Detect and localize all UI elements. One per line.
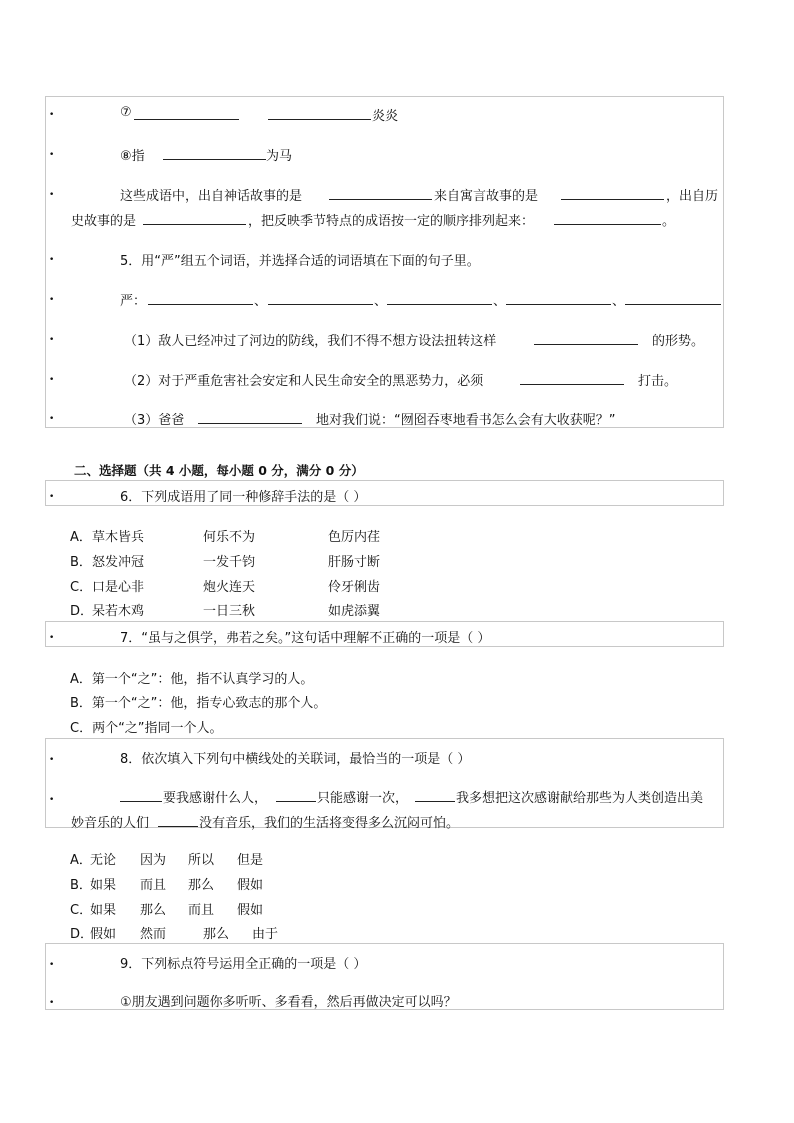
option-word: 因为 bbox=[140, 853, 167, 868]
option-word: 那么 bbox=[203, 927, 230, 942]
option-letter: A． bbox=[70, 530, 92, 545]
idiom-7-suffix: 炎炎 bbox=[372, 109, 399, 124]
blank[interactable] bbox=[120, 787, 162, 802]
blank[interactable] bbox=[134, 105, 239, 120]
bullet: • bbox=[49, 755, 55, 765]
text: （1）敌人已经冲过了河边的防线，我们不得不想方设法扭转这样 bbox=[124, 334, 497, 349]
text: （2）对于严重危害社会安定和人民生命安全的黑恶势力，必须 bbox=[124, 374, 484, 389]
option-word: 炮火连天 bbox=[203, 580, 256, 595]
separator: 、 bbox=[374, 294, 388, 309]
question-8-box bbox=[45, 738, 724, 831]
blank[interactable] bbox=[554, 210, 661, 225]
fill-in-box bbox=[45, 96, 724, 428]
blank[interactable] bbox=[276, 787, 316, 802]
blank[interactable] bbox=[534, 330, 638, 345]
idiom-8-prefix: ⑧指 bbox=[120, 149, 145, 164]
option-word: 而且 bbox=[188, 903, 215, 918]
idiom-7-prefix: ⑦ bbox=[120, 105, 132, 120]
bullet: • bbox=[49, 633, 55, 643]
option-word: 伶牙俐齿 bbox=[328, 580, 381, 595]
option-letter: C． bbox=[70, 903, 93, 918]
line-8 bbox=[46, 145, 723, 165]
bullet: • bbox=[49, 190, 55, 200]
section-heading: 二、选择题（共 4 小题，每小题 0 分，满分 0 分） bbox=[74, 463, 364, 478]
blank[interactable] bbox=[561, 185, 664, 200]
q7-option-c[interactable]: C．两个“之”指同一个人。 bbox=[70, 721, 223, 736]
option-letter: A． bbox=[70, 853, 92, 868]
blank[interactable] bbox=[329, 185, 432, 200]
option-word: 如果 bbox=[90, 903, 117, 918]
option-word: 草木皆兵 bbox=[92, 530, 145, 545]
option-word: 然而 bbox=[140, 927, 167, 942]
option-word: 如果 bbox=[90, 878, 117, 893]
yan-words-line bbox=[46, 290, 723, 310]
yan-label: 严： bbox=[120, 294, 147, 309]
option-word: 口是心非 bbox=[92, 580, 145, 595]
blank[interactable] bbox=[143, 210, 246, 225]
separator: 、 bbox=[493, 294, 507, 309]
blank[interactable] bbox=[163, 145, 266, 160]
text: 只能感谢一次， bbox=[317, 791, 409, 806]
option-letter: B． bbox=[70, 555, 92, 570]
text: 没有音乐，我们的生活将变得多么沉闷可怕。 bbox=[199, 816, 460, 831]
text: ，把反映季节特点的成语按一定的顺序排列起来： bbox=[248, 214, 535, 229]
text: （3）爸爸 bbox=[124, 413, 185, 428]
text: 史故事的是 bbox=[71, 214, 137, 229]
bullet: • bbox=[49, 335, 55, 345]
q7-option-a[interactable]: A．第一个“之”：他，指不认真学习的人。 bbox=[70, 672, 314, 687]
bullet: • bbox=[49, 110, 55, 120]
question-5 bbox=[46, 250, 723, 270]
question-9-stem: 9．下列标点符号运用全正确的一项是（ ） bbox=[120, 957, 367, 972]
blank[interactable] bbox=[148, 290, 253, 305]
q7-option-b[interactable]: B．第一个“之”：他，指专心致志的那个人。 bbox=[70, 696, 327, 711]
option-word: 无论 bbox=[90, 853, 117, 868]
text: 的形势。 bbox=[652, 334, 705, 349]
blank[interactable] bbox=[415, 787, 455, 802]
bullet: • bbox=[49, 375, 55, 385]
blank[interactable] bbox=[268, 105, 371, 120]
question-5-stem: 5．用“严”组五个词语，并选择合适的词语填在下面的句子里。 bbox=[120, 254, 480, 269]
bullet: • bbox=[49, 998, 55, 1008]
bullet: • bbox=[49, 795, 55, 805]
text: 来自寓言故事的是 bbox=[434, 189, 539, 204]
text: 妙音乐的人们 bbox=[71, 816, 150, 831]
sentence-3 bbox=[46, 409, 723, 429]
option-word: 何乐不为 bbox=[203, 530, 256, 545]
option-word: 而且 bbox=[140, 878, 167, 893]
option-word: 但是 bbox=[237, 853, 264, 868]
idiom-origin-question bbox=[46, 185, 723, 231]
bullet: • bbox=[49, 492, 55, 502]
option-word: 肝肠寸断 bbox=[328, 555, 381, 570]
question-9-box bbox=[45, 943, 724, 1010]
blank[interactable] bbox=[625, 290, 721, 305]
option-letter: D． bbox=[70, 604, 94, 619]
question-6-box bbox=[45, 480, 724, 506]
question-7-box bbox=[45, 621, 724, 647]
bullet: • bbox=[49, 255, 55, 265]
option-word: 假如 bbox=[237, 903, 264, 918]
text: 要我感谢什么人， bbox=[163, 791, 268, 806]
option-word: 那么 bbox=[140, 903, 167, 918]
option-word: 假如 bbox=[90, 927, 117, 942]
text: ，出自历 bbox=[666, 189, 719, 204]
question-6-stem: 6．下列成语用了同一种修辞手法的是（ ） bbox=[120, 490, 367, 505]
option-word: 怒发冲冠 bbox=[92, 555, 145, 570]
text: 。 bbox=[662, 214, 676, 229]
idiom-8-suffix: 为马 bbox=[266, 149, 293, 164]
option-word: 呆若木鸡 bbox=[92, 604, 145, 619]
blank[interactable] bbox=[158, 812, 198, 827]
sentence-2 bbox=[46, 370, 723, 390]
option-letter: C． bbox=[70, 580, 93, 595]
option-word: 一发千钧 bbox=[203, 555, 256, 570]
option-word: 由于 bbox=[252, 927, 279, 942]
text: 我多想把这次感谢献给那些为人类创造出美 bbox=[456, 791, 704, 806]
separator: 、 bbox=[254, 294, 268, 309]
text: 这些成语中，出自神话故事的是 bbox=[120, 189, 303, 204]
option-word: 如虎添翼 bbox=[328, 604, 381, 619]
option-word: 所以 bbox=[188, 853, 215, 868]
question-9-item-1: ①朋友遇到问题你多听听、多看看，然后再做决定可以吗？ bbox=[120, 995, 457, 1010]
option-letter: B． bbox=[70, 878, 92, 893]
bullet: • bbox=[49, 295, 55, 305]
bullet: • bbox=[49, 150, 55, 160]
separator: 、 bbox=[612, 294, 626, 309]
option-word: 那么 bbox=[188, 878, 215, 893]
option-word: 假如 bbox=[237, 878, 264, 893]
bullet: • bbox=[49, 960, 55, 970]
text: 打击。 bbox=[638, 374, 678, 389]
blank[interactable] bbox=[268, 290, 373, 305]
text: 地对我们说：“囫囵吞枣地看书怎么会有大收获呢？” bbox=[316, 413, 616, 428]
question-7-stem: 7．“虽与之俱学，弗若之矣。”这句话中理解不正确的一项是（ ） bbox=[120, 631, 491, 646]
question-8-stem: 8．依次填入下列句中横线处的关联词，最恰当的一项是（ ） bbox=[120, 752, 471, 767]
sentence-1 bbox=[46, 330, 723, 350]
bullet: • bbox=[49, 414, 55, 424]
line-7 bbox=[46, 105, 723, 125]
option-word: 色厉内荏 bbox=[328, 530, 381, 545]
option-letter: D． bbox=[70, 927, 94, 942]
blank[interactable] bbox=[387, 290, 492, 305]
blank[interactable] bbox=[198, 409, 302, 424]
blank[interactable] bbox=[506, 290, 611, 305]
option-word: 一日三秋 bbox=[203, 604, 256, 619]
blank[interactable] bbox=[520, 370, 624, 385]
